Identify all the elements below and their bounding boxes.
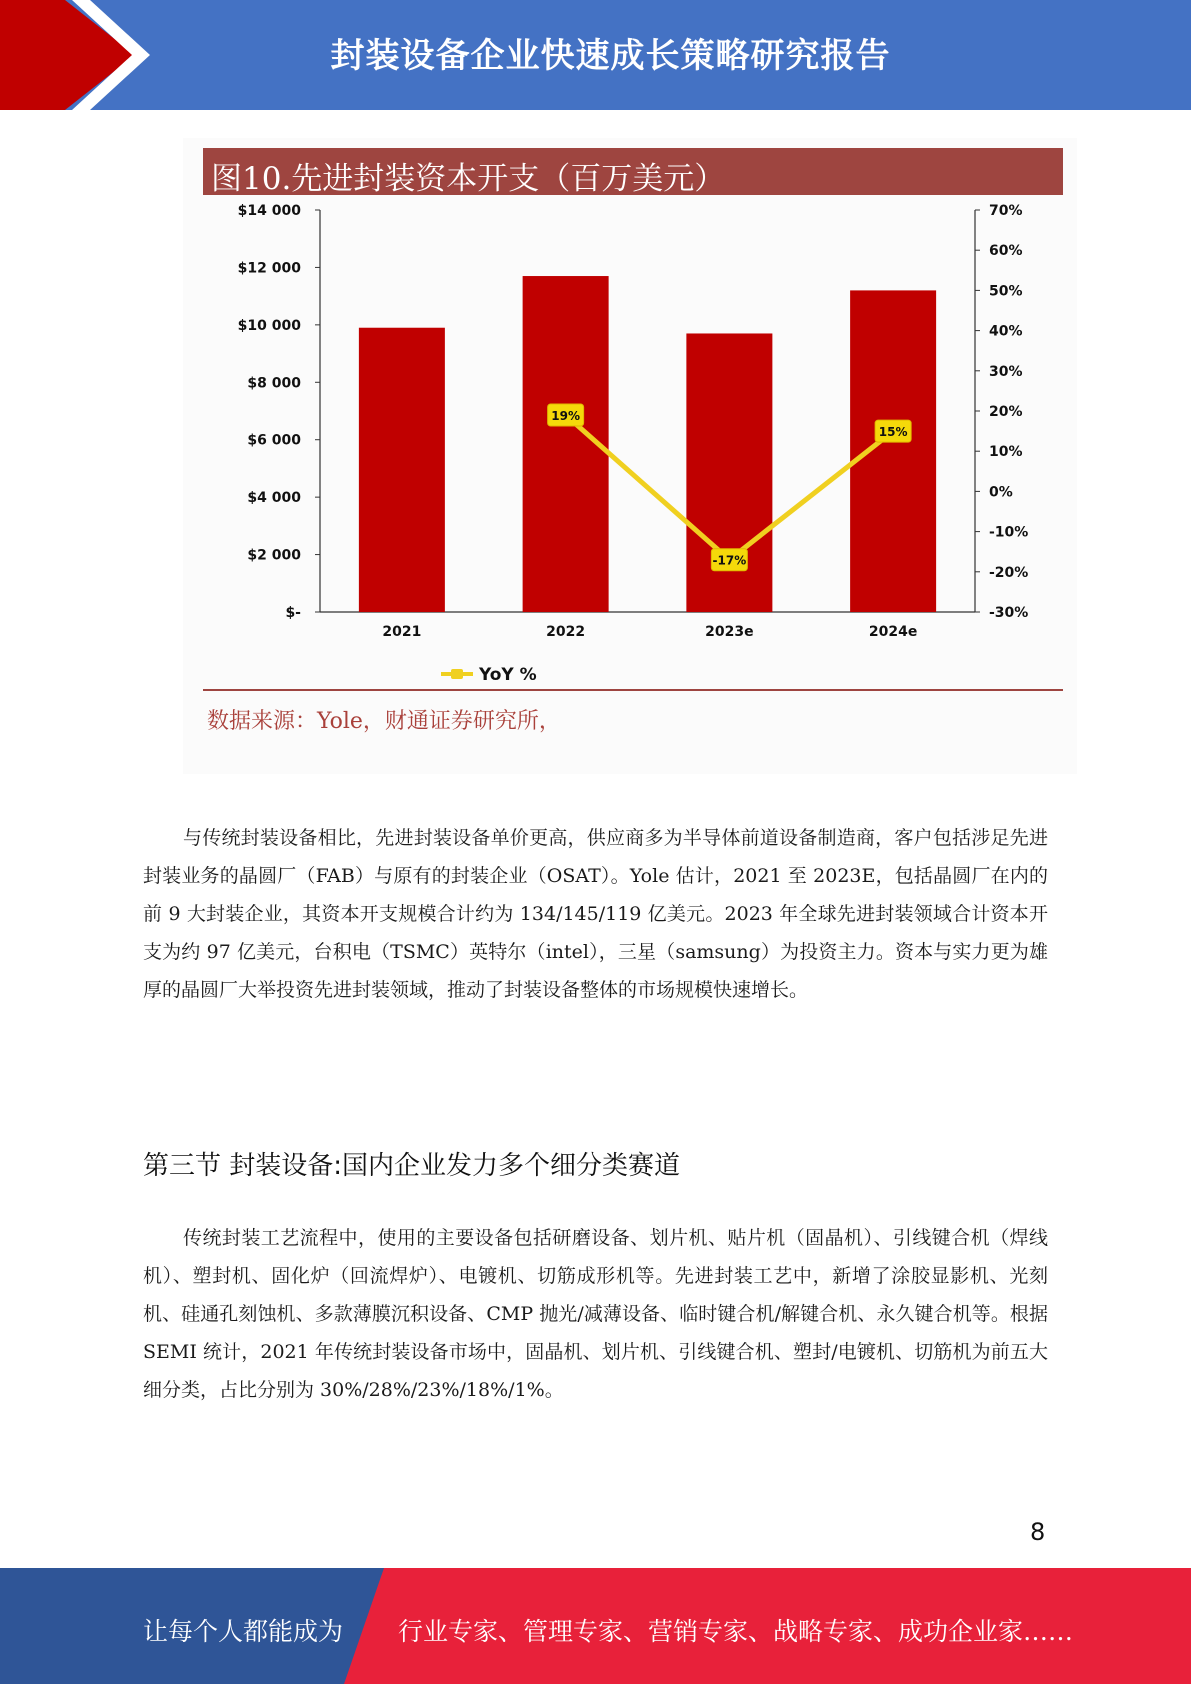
y-right-tick-label: -10% [989, 524, 1029, 541]
figure-capex [183, 138, 1077, 774]
legend-marker [451, 669, 463, 679]
y-left-tick-label: $10 000 [237, 317, 301, 334]
y-left-tick-label: $12 000 [237, 260, 301, 277]
page-footer [0, 1568, 1191, 1684]
footer-slogan-right: 行业专家、管理专家、营销专家、战略专家、成功企业家…… [398, 1617, 1074, 1646]
capex-chart [183, 138, 1077, 688]
y-left-tick-label: $4 000 [247, 490, 301, 507]
section-title: 第三节 封装设备:国内企业发力多个细分类赛道 [143, 1151, 681, 1181]
y-right-tick-label: 10% [989, 444, 1023, 461]
report-title: 封装设备企业快速成长策略研究报告 [330, 36, 891, 76]
figure-divider [203, 689, 1063, 691]
page-header [0, 0, 1191, 110]
x-tick-label: 2022 [546, 624, 586, 640]
y-left-tick-label: $- [285, 605, 301, 621]
y-right-tick-label: 30% [989, 363, 1023, 380]
y-right-tick-label: 50% [989, 283, 1023, 300]
figure-title: 图10.先进封装资本开支（百万美元） [211, 161, 726, 197]
y-right-tick-label: 60% [989, 243, 1023, 260]
y-left-tick-label: $6 000 [247, 432, 301, 449]
footer-slogan-left: 让每个人都能成为 [143, 1617, 344, 1646]
y-right-tick-label: -30% [989, 605, 1029, 621]
yoy-data-label: -17% [712, 553, 747, 568]
legend-label: YoY % [479, 665, 537, 685]
yoy-data-label: 19% [551, 409, 580, 424]
bar [850, 290, 936, 612]
y-left-tick-label: $8 000 [247, 375, 301, 392]
y-left-tick-label: $14 000 [237, 203, 301, 219]
y-right-tick-label: 70% [989, 203, 1023, 219]
x-tick-label: 2023e [705, 624, 754, 640]
y-right-tick-label: 0% [989, 484, 1013, 501]
paragraph-advanced-packaging: 与传统封装设备相比，先进封装设备单价更高，供应商多为半导体前道设备制造商，客户包括涉足先进封装业务的晶圆厂（FAB）与原有的封装企业（OSAT）。Yole 估计，2021 至 2023E，包括晶圆厂在内的前 9 大封装企业，其资本开支规模合计约为 134/145/119 亿美元。2023 年全球先进封装领域合计资本开支为约 97 亿美元，台积电（TSMC）英特尔（intel），三星（samsung）为投资主力。资本与实力更为雄厚的晶圆厂大举投资先进封装领域，推动了封装设备整体的市场规模快速增长。 [143, 827, 1048, 1001]
bar [359, 328, 445, 612]
yoy-data-label: 15% [878, 425, 908, 440]
x-tick-label: 2024e [868, 624, 918, 640]
page-number: 8 [1030, 1518, 1046, 1546]
x-tick-label: 2021 [382, 624, 422, 640]
y-right-tick-label: 40% [989, 323, 1023, 340]
paragraph-packaging-equipment: 传统封装工艺流程中，使用的主要设备包括研磨设备、划片机、贴片机（固晶机）、引线键合机（焊线机）、塑封机、固化炉（回流焊炉）、电镀机、切筋成形机等。先进封装工艺中，新增了涂胶显影机、光刻机、硅通孔刻蚀机、多款薄膜沉积设备、CMP 抛光/减薄设备、临时键合机/解键合机、永久键合机等。根据 SEMI 统计，2021 年传统封装设备市场中，固晶机、划片机、引线键合机、塑封/电镀机、切筋机为前五大细分类，占比分别为 30%/28%/23%/18%/1%。 [143, 1227, 1048, 1401]
figure-source: 数据来源：Yole，财通证券研究所， [207, 709, 561, 734]
y-left-tick-label: $2 000 [247, 547, 301, 564]
y-right-tick-label: -20% [989, 564, 1029, 581]
y-right-tick-label: 20% [989, 404, 1023, 420]
